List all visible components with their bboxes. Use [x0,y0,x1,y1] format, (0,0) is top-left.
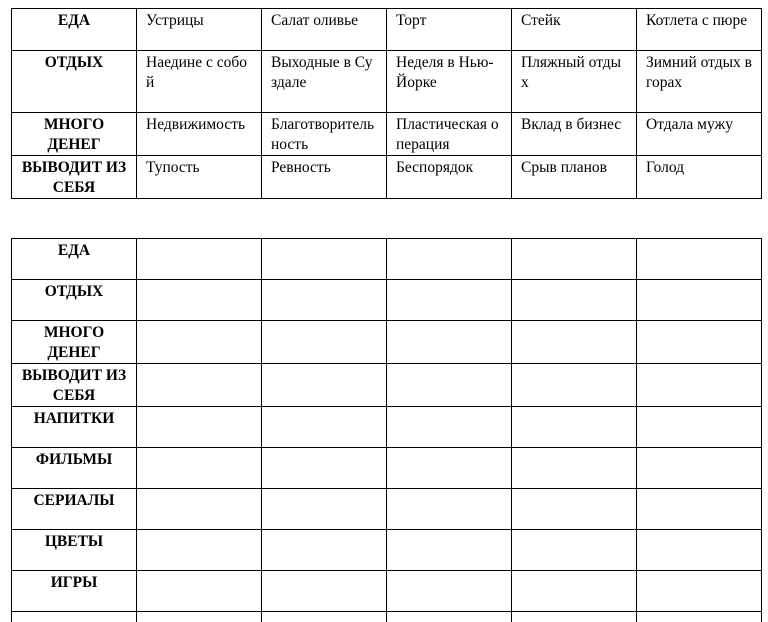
table-row [12,113,762,156]
empty-cell[interactable] [137,489,262,530]
table-cell: Беспорядок [387,156,512,199]
empty-cell[interactable] [512,530,637,571]
empty-cell[interactable] [387,364,512,407]
table-row [12,612,762,622]
empty-cell[interactable] [137,407,262,448]
empty-cell[interactable] [137,239,262,280]
empty-cell[interactable] [637,407,762,448]
empty-cell[interactable] [262,448,387,489]
empty-cell[interactable] [512,321,637,364]
table-cell: Благотворительность [262,113,387,156]
empty-cell[interactable] [512,448,637,489]
row-header: МНОГО ДЕНЕГ [12,321,137,364]
empty-cell[interactable] [387,280,512,321]
empty-cell[interactable] [512,612,637,622]
empty-cell[interactable] [637,364,762,407]
empty-cell[interactable] [262,530,387,571]
empty-cell[interactable] [637,489,762,530]
empty-cell[interactable] [512,239,637,280]
empty-cell[interactable] [387,239,512,280]
empty-cell[interactable] [512,489,637,530]
table-cell: Недвижимость [137,113,262,156]
table-cell: Салат оливье [262,9,387,51]
blank-table [11,238,762,622]
table-cell: Голод [637,156,762,199]
row-header: ВЫВОДИТ ИЗ СЕБЯ [12,156,137,199]
row-header: НАПИТКИ [12,407,137,448]
empty-cell[interactable] [262,612,387,622]
row-header: ВЫВОДИТ ИЗ СЕБЯ [12,364,137,407]
empty-cell[interactable] [137,364,262,407]
empty-cell[interactable] [387,571,512,612]
empty-cell[interactable] [137,448,262,489]
table-cell: Неделя в Нью-Йорке [387,51,512,113]
table-cell: Стейк [512,9,637,51]
empty-cell[interactable] [512,407,637,448]
empty-cell[interactable] [262,407,387,448]
table-cell: Вклад в бизнес [512,113,637,156]
empty-cell[interactable] [262,239,387,280]
row-header: ОТДЫХ [12,280,137,321]
row-header: ЕДА [12,239,137,280]
empty-cell[interactable] [262,571,387,612]
empty-cell[interactable] [137,612,262,622]
table-cell: Тупость [137,156,262,199]
table-cell: Котлета с пюре [637,9,762,51]
table-cell: Отдала мужу [637,113,762,156]
empty-cell[interactable] [637,239,762,280]
empty-cell[interactable] [637,321,762,364]
empty-cell[interactable] [387,489,512,530]
empty-cell[interactable] [137,321,262,364]
empty-cell[interactable] [262,321,387,364]
empty-cell[interactable] [512,571,637,612]
row-header [12,612,137,622]
row-header: СЕРИАЛЫ [12,489,137,530]
table-row [12,51,762,113]
row-header: ФИЛЬМЫ [12,448,137,489]
table-cell: Пластическая операция [387,113,512,156]
table-row [12,321,762,364]
empty-cell[interactable] [512,280,637,321]
empty-cell[interactable] [512,364,637,407]
table-cell: Наедине с собой [137,51,262,113]
table-row [12,9,762,51]
empty-cell[interactable] [637,612,762,622]
empty-cell[interactable] [637,280,762,321]
empty-cell[interactable] [387,321,512,364]
table-row [12,239,762,280]
empty-cell[interactable] [387,612,512,622]
table-cell: Зимний отдых в горах [637,51,762,113]
filled-table [11,8,762,199]
table-row [12,530,762,571]
table-row [12,489,762,530]
row-header: ИГРЫ [12,571,137,612]
empty-cell[interactable] [262,489,387,530]
empty-cell[interactable] [637,571,762,612]
table-cell: Ревность [262,156,387,199]
empty-cell[interactable] [637,530,762,571]
empty-cell[interactable] [137,571,262,612]
table-row [12,156,762,199]
table-row [12,407,762,448]
row-header: ОТДЫХ [12,51,137,113]
row-header: МНОГО ДЕНЕГ [12,113,137,156]
empty-cell[interactable] [137,530,262,571]
empty-cell[interactable] [387,407,512,448]
table-cell: Выходные в Суздале [262,51,387,113]
row-header: ЕДА [12,9,137,51]
empty-cell[interactable] [137,280,262,321]
table-cell: Срыв планов [512,156,637,199]
empty-cell[interactable] [387,448,512,489]
table-cell: Пляжный отдых [512,51,637,113]
table-row [12,280,762,321]
table-row [12,571,762,612]
table-cell: Устрицы [137,9,262,51]
empty-cell[interactable] [387,530,512,571]
empty-cell[interactable] [262,364,387,407]
empty-cell[interactable] [262,280,387,321]
empty-cell[interactable] [637,448,762,489]
table-row [12,448,762,489]
table-cell: Торт [387,9,512,51]
row-header: ЦВЕТЫ [12,530,137,571]
table-row [12,364,762,407]
